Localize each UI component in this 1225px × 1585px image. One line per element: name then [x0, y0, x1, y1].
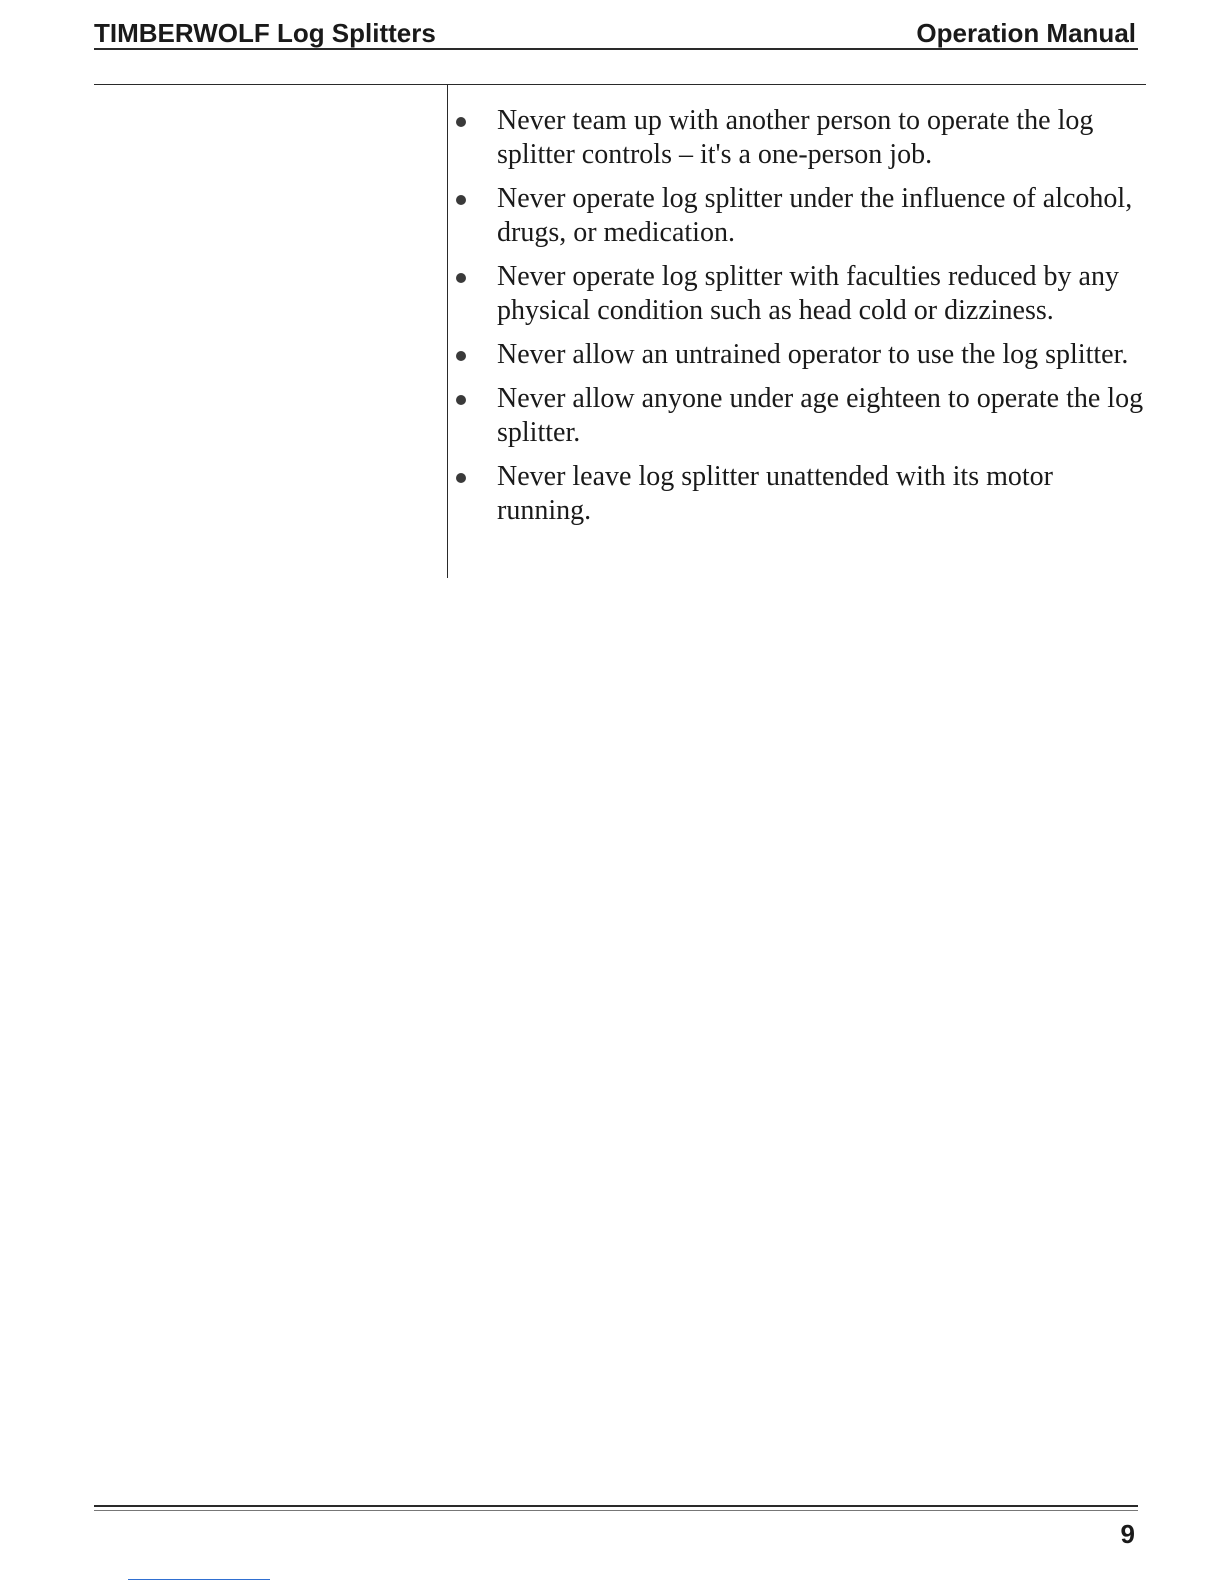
safety-content	[455, 104, 1145, 538]
page-number: 9	[1120, 1519, 1135, 1549]
footer-rule	[94, 1505, 1138, 1507]
footer-rule-secondary	[94, 1510, 1138, 1511]
footer-link-underline	[128, 1579, 270, 1580]
header-left-title: TIMBERWOLF Log Splitters	[94, 18, 436, 48]
bullet-text: Never allow an untrained operator to use the log splitter.	[497, 339, 1129, 370]
list-item	[455, 338, 1145, 372]
bullet-icon	[456, 273, 466, 283]
header-rule	[94, 48, 1138, 50]
list-item	[455, 104, 1145, 172]
safety-bullet-list	[455, 104, 1145, 528]
section-rule	[94, 84, 1146, 85]
bullet-text: Never leave log splitter unattended with its motor running.	[497, 461, 1053, 526]
bullet-icon	[456, 117, 466, 127]
column-divider	[447, 85, 448, 578]
bullet-text: Never team up with another person to operate the log splitter controls – it's a one-person job.	[497, 105, 1094, 170]
bullet-text: Never operate log splitter under the influence of alcohol, drugs, or medication.	[497, 183, 1133, 248]
bullet-icon	[456, 395, 466, 405]
bullet-icon	[456, 351, 466, 361]
header-right-title: Operation Manual	[916, 18, 1136, 48]
bullet-icon	[456, 473, 466, 483]
bullet-text: Never allow anyone under age eighteen to operate the log splitter.	[497, 383, 1144, 448]
list-item	[455, 460, 1145, 528]
list-item	[455, 260, 1145, 328]
bullet-icon	[456, 195, 466, 205]
list-item	[455, 182, 1145, 250]
bullet-text: Never operate log splitter with faculties reduced by any physical condition such as head cold or dizziness.	[497, 261, 1119, 326]
list-item	[455, 382, 1145, 450]
